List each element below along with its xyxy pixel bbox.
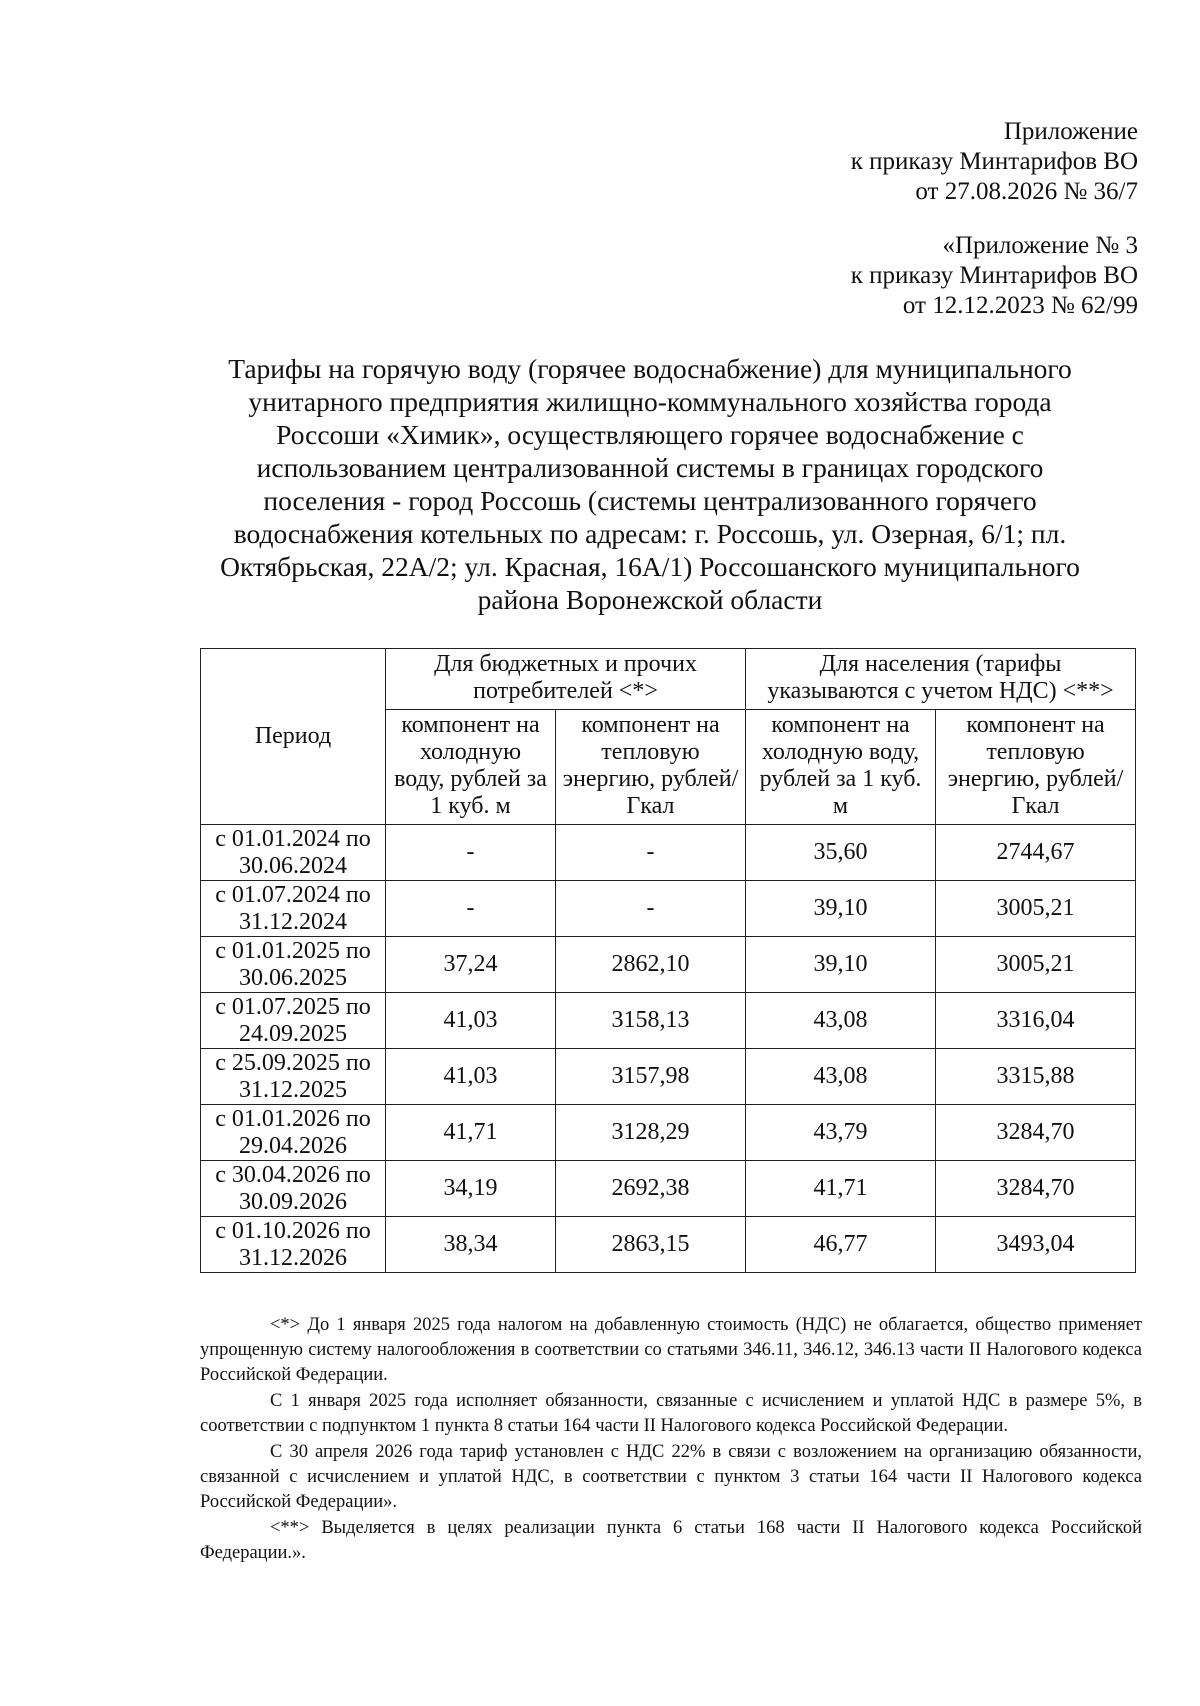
period-end: 31.12.2025 [239,1076,347,1103]
heat-energy-budget-cell: 2862,10 [556,937,746,993]
period-cell [201,937,386,993]
period-start: с 01.07.2024 по [215,881,371,908]
table-group-header-row [201,649,1136,710]
footnote: <*> До 1 января 2025 года налогом на добавленную стоимость (НДС) не облагается, общество применяет упрощенную систему налогообложения в соответствии со статьями 346.11, 346.12, 346.13 части II Налогового кодекса Российской Федерации. [200,1315,1142,1385]
period-cell [201,881,386,937]
title-line: использованием централизованной системы в границах городского [256,452,1044,483]
period-start: с 01.01.2026 по [215,1105,371,1132]
heat-energy-population-cell: 2744,67 [936,825,1136,881]
table-row [201,937,1136,993]
heat-energy-budget-cell: - [556,881,746,937]
period-end: 24.09.2025 [239,1020,347,1047]
period-start: с 01.10.2026 по [215,1217,371,1244]
footnote: С 1 января 2025 года исполняет обязанности, связанные с исчислением и уплатой НДС в размере 5%, в соответствии с подпунктом 1 пункта 8 статьи 164 части II Налогового кодекса Российской Федерации. [200,1391,1142,1436]
cold-water-population-cell: 43,08 [746,1049,936,1105]
period-cell [201,1105,386,1161]
title-line: водоснабжения котельных по адресам: г. Россошь, ул. Озерная, 6/1; пл. [233,518,1067,549]
table-row [201,881,1136,937]
heat-energy-budget-cell: 3158,13 [556,993,746,1049]
cold-water-budget-cell: 41,03 [386,1049,556,1105]
cold-water-population-cell: 46,77 [746,1217,936,1273]
cold-water-population-cell: 43,79 [746,1105,936,1161]
table-row [201,1105,1136,1161]
cold-water-population-cell: 39,10 [746,937,936,993]
period-start: с 30.04.2026 по [215,1161,371,1188]
appendix-header-line: от 27.08.2026 № 36/7 [915,178,1138,205]
period-cell [201,1217,386,1273]
footnote: <**> Выделяется в целях реализации пункта 6 статьи 168 части II Налогового кодекса Российской Федерации.». [200,1518,1142,1563]
period-cell [201,1161,386,1217]
period-cell [201,993,386,1049]
period-cell [201,1049,386,1105]
cold-water-budget-cell: - [386,825,556,881]
cold-water-budget-cell: 41,03 [386,993,556,1049]
period-end: 30.06.2024 [239,852,347,879]
period-start: с 01.01.2025 по [215,937,371,964]
heat-energy-budget-cell: - [556,825,746,881]
appendix-header [678,117,1138,207]
heat-energy-population-cell: 3315,88 [936,1049,1136,1105]
budget-consumers-header: Для бюджетных и прочих потребителей <*> [386,649,746,710]
heat-energy-budget-cell: 2863,15 [556,1217,746,1273]
original-appendix-header-line: «Приложение № 3 [942,232,1138,259]
period-end: 31.12.2024 [239,908,347,935]
heat-energy-population-cell: 3316,04 [936,993,1136,1049]
table-row [201,1161,1136,1217]
table-row [201,993,1136,1049]
cold-water-population-cell: 39,10 [746,881,936,937]
title-line: Тарифы на горячую воду (горячее водоснабжение) для муниципального [228,353,1072,384]
period-end: 31.12.2026 [239,1244,347,1271]
original-appendix-header [678,231,1138,321]
cold-water-budget-header: компонент на холодную воду, рублей за 1 куб. м [386,710,556,825]
heat-energy-population-header: компонент на тепловую энергию, рублей/Гкал [936,710,1136,825]
cold-water-budget-cell: 37,24 [386,937,556,993]
table-row [201,825,1136,881]
heat-energy-budget-cell: 3128,29 [556,1105,746,1161]
title-line: Россоши «Химик», осуществляющего горячее водоснабжение с [276,419,1024,450]
appendix-header-line: Приложение [1003,118,1138,145]
table-row [201,1217,1136,1273]
population-header: Для населения (тарифы указываются с учетом НДС) <**> [746,649,1136,710]
footnotes [200,1313,1142,1567]
period-end: 30.06.2025 [239,964,347,991]
cold-water-budget-cell: 34,19 [386,1161,556,1217]
heat-energy-population-cell: 3284,70 [936,1161,1136,1217]
original-appendix-header-line: от 12.12.2023 № 62/99 [902,292,1138,319]
cold-water-budget-cell: 38,34 [386,1217,556,1273]
period-end: 30.09.2026 [239,1188,347,1215]
period-start: с 01.07.2025 по [215,993,371,1020]
tariff-table [200,648,1136,1273]
cold-water-population-cell: 35,60 [746,825,936,881]
heat-energy-budget-cell: 2692,38 [556,1161,746,1217]
heat-energy-budget-header: компонент на тепловую энергию, рублей/Гкал [556,710,746,825]
period-start: с 01.01.2024 по [215,825,371,852]
document-title [190,352,1110,616]
cold-water-budget-cell: 41,71 [386,1105,556,1161]
heat-energy-population-cell: 3493,04 [936,1217,1136,1273]
cold-water-population-cell: 41,71 [746,1161,936,1217]
table-row [201,1049,1136,1105]
period-header: Период [201,649,386,825]
title-line: поселения - город Россошь (системы централизованного горячего [263,485,1037,516]
heat-energy-budget-cell: 3157,98 [556,1049,746,1105]
period-end: 29.04.2026 [239,1132,347,1159]
title-line: района Воронежской области [477,584,823,615]
cold-water-population-header: компонент на холодную воду, рублей за 1 куб. м [746,710,936,825]
cold-water-population-cell: 43,08 [746,993,936,1049]
heat-energy-population-cell: 3005,21 [936,881,1136,937]
original-appendix-header-line: к приказу Минтарифов ВО [850,262,1138,289]
appendix-header-line: к приказу Минтарифов ВО [850,148,1138,175]
heat-energy-population-cell: 3005,21 [936,937,1136,993]
footnote: С 30 апреля 2026 года тариф установлен с НДС 22% в связи с возложением на организацию обязанности, связанной с исчислением и уплатой НДС, в соответствии с пунктом 3 статьи 164 части II Налогового кодекса Российской Федерации». [200,1442,1142,1512]
heat-energy-population-cell: 3284,70 [936,1105,1136,1161]
cold-water-budget-cell: - [386,881,556,937]
title-line: унитарного предприятия жилищно-коммунального хозяйства города [248,386,1052,417]
period-cell [201,825,386,881]
title-line: Октябрьская, 22А/2; ул. Красная, 16А/1) Россошанского муниципального [220,551,1080,582]
period-start: с 25.09.2025 по [215,1049,371,1076]
